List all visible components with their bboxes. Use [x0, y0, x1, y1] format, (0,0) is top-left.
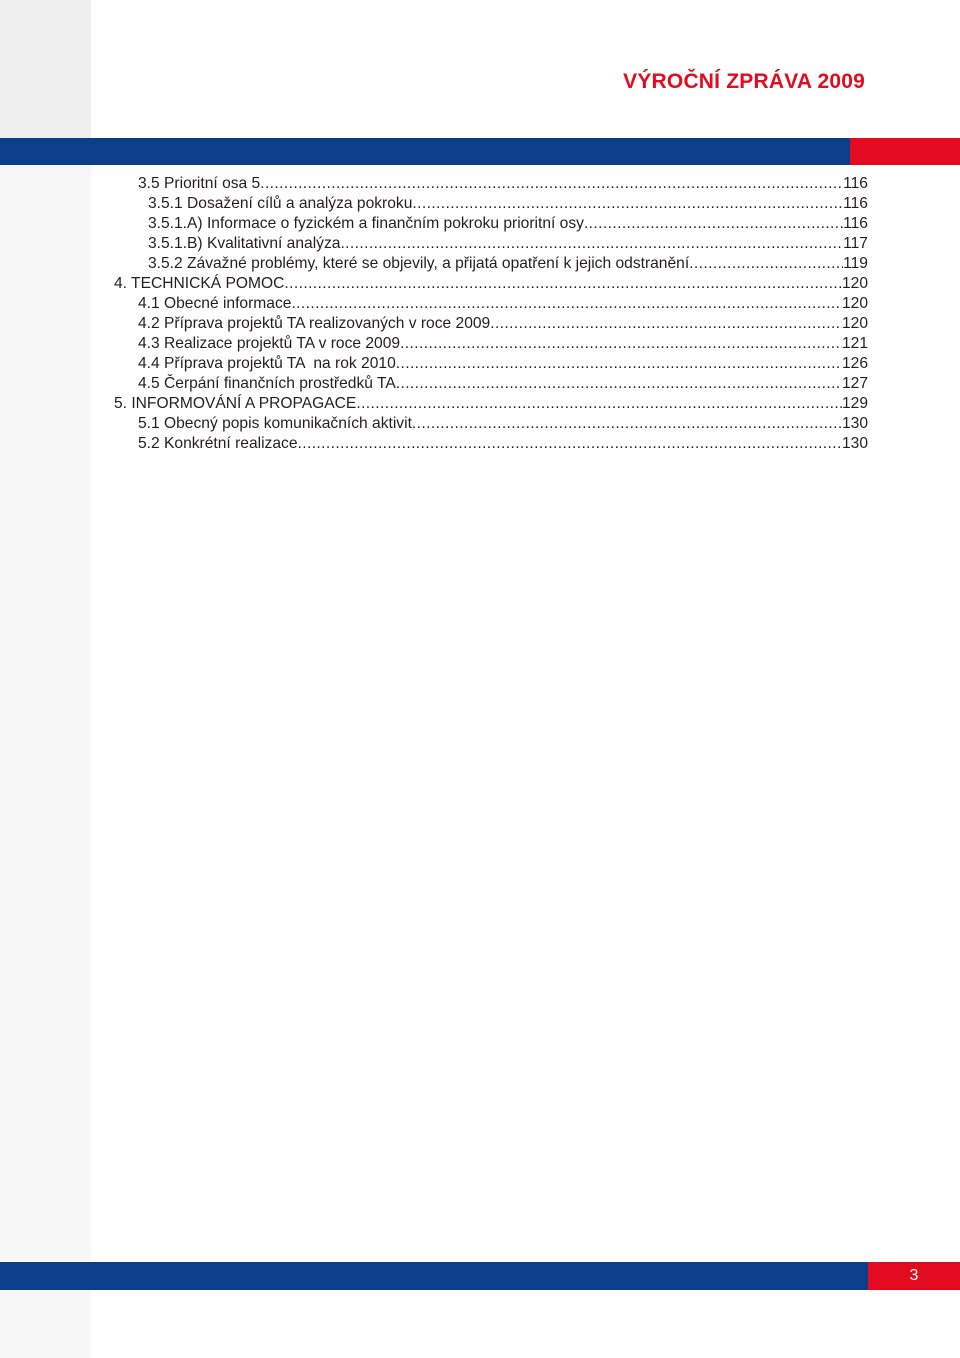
- toc-dot-leader: [412, 194, 843, 214]
- toc-entry-label: 5. INFORMOVÁNÍ A PROPAGACE: [114, 395, 357, 412]
- toc-entry-page: 116: [843, 175, 868, 192]
- toc-dot-leader: [396, 354, 842, 374]
- toc-entry-label: 4.4 Příprava projektů TA na rok 2010: [138, 355, 396, 372]
- toc-entry-4[interactable]: [114, 274, 868, 294]
- toc-entry-label: 4. TECHNICKÁ POMOC: [114, 275, 285, 292]
- toc-entry-page: 130: [841, 435, 868, 452]
- toc-entry-4-1[interactable]: [138, 294, 868, 314]
- toc-entry-4-3[interactable]: [138, 334, 868, 354]
- toc-dot-leader: [400, 334, 842, 354]
- toc-dot-leader: [356, 394, 842, 414]
- toc-entry-label: 5.1 Obecný popis komunikačních aktivit: [138, 415, 412, 432]
- toc-entry-page: 120: [841, 315, 868, 332]
- toc-entry-page: 119: [843, 255, 868, 272]
- toc-entry-label: 3.5.2 Závažné problémy, které se objevily, a přijatá opatření k jejich odstranění: [148, 255, 690, 272]
- footer-bar-blue: [0, 1262, 868, 1290]
- toc-entry-label: 3.5.1 Dosažení cílů a analýza pokroku: [148, 195, 413, 212]
- header-bar-red: [850, 138, 960, 165]
- toc-dot-leader: [396, 374, 842, 394]
- toc-entry-page: 120: [841, 275, 868, 292]
- toc-dot-leader: [284, 274, 842, 294]
- toc-dot-leader: [584, 214, 843, 234]
- toc-entry-label: 3.5 Prioritní osa 5: [138, 175, 261, 192]
- toc-dot-leader: [291, 294, 842, 314]
- toc-dot-leader: [298, 434, 842, 454]
- toc-entry-page: 129: [841, 395, 868, 412]
- toc-entry-3-5-2[interactable]: [148, 254, 868, 274]
- toc-entry-4-2[interactable]: [138, 314, 868, 334]
- toc-entry-page: 126: [841, 355, 868, 372]
- toc-entry-page: 120: [841, 295, 868, 312]
- toc-entry-4-5[interactable]: [138, 374, 868, 394]
- toc-entry-label: 3.5.1.A) Informace o fyzickém a finančním pokroku prioritní osy: [148, 215, 584, 232]
- header-bar-blue: [0, 138, 850, 165]
- footer-margin: [0, 1290, 960, 1358]
- report-title: VÝROČNÍ ZPRÁVA 2009: [623, 70, 865, 93]
- toc-entry-label: 4.5 Čerpání finančních prostředků TA: [138, 375, 396, 392]
- toc-dot-leader: [490, 314, 842, 334]
- toc-dot-leader: [340, 234, 843, 254]
- toc-entry-label: 3.5.1.B) Kvalitativní analýza: [148, 235, 341, 252]
- toc-entry-4-4[interactable]: [138, 354, 868, 374]
- toc-entry-page: 121: [841, 335, 868, 352]
- footer-margin-band: [0, 1290, 91, 1358]
- toc-entry-page: 116: [843, 215, 868, 232]
- toc-entry-5-2[interactable]: [138, 434, 868, 454]
- toc-entry-label: 4.3 Realizace projektů TA v roce 2009: [138, 335, 401, 352]
- toc-entry-label: 4.1 Obecné informace: [138, 295, 292, 312]
- toc-entry-page: 116: [843, 195, 868, 212]
- page-margin-band: [0, 165, 91, 1260]
- page-number: 3: [868, 1262, 960, 1290]
- toc-entry-page: 117: [843, 235, 868, 252]
- toc-entry-page: 130: [841, 415, 868, 432]
- toc-entry-3-5-1[interactable]: [148, 194, 868, 214]
- toc-dot-leader: [689, 254, 843, 274]
- toc-entry-page: 127: [841, 375, 868, 392]
- toc-entry-label: 5.2 Konkrétní realizace: [138, 435, 298, 452]
- toc-entry-5[interactable]: [114, 394, 868, 414]
- toc-entry-3-5-1-a[interactable]: [148, 214, 868, 234]
- toc-entry-3-5[interactable]: [138, 174, 868, 194]
- toc-entry-3-5-1-b[interactable]: [148, 234, 868, 254]
- toc-entry-5-1[interactable]: [138, 414, 868, 434]
- toc-dot-leader: [412, 414, 842, 434]
- toc-dot-leader: [260, 174, 843, 194]
- toc-entry-label: 4.2 Příprava projektů TA realizovaných v roce 2009: [138, 315, 491, 332]
